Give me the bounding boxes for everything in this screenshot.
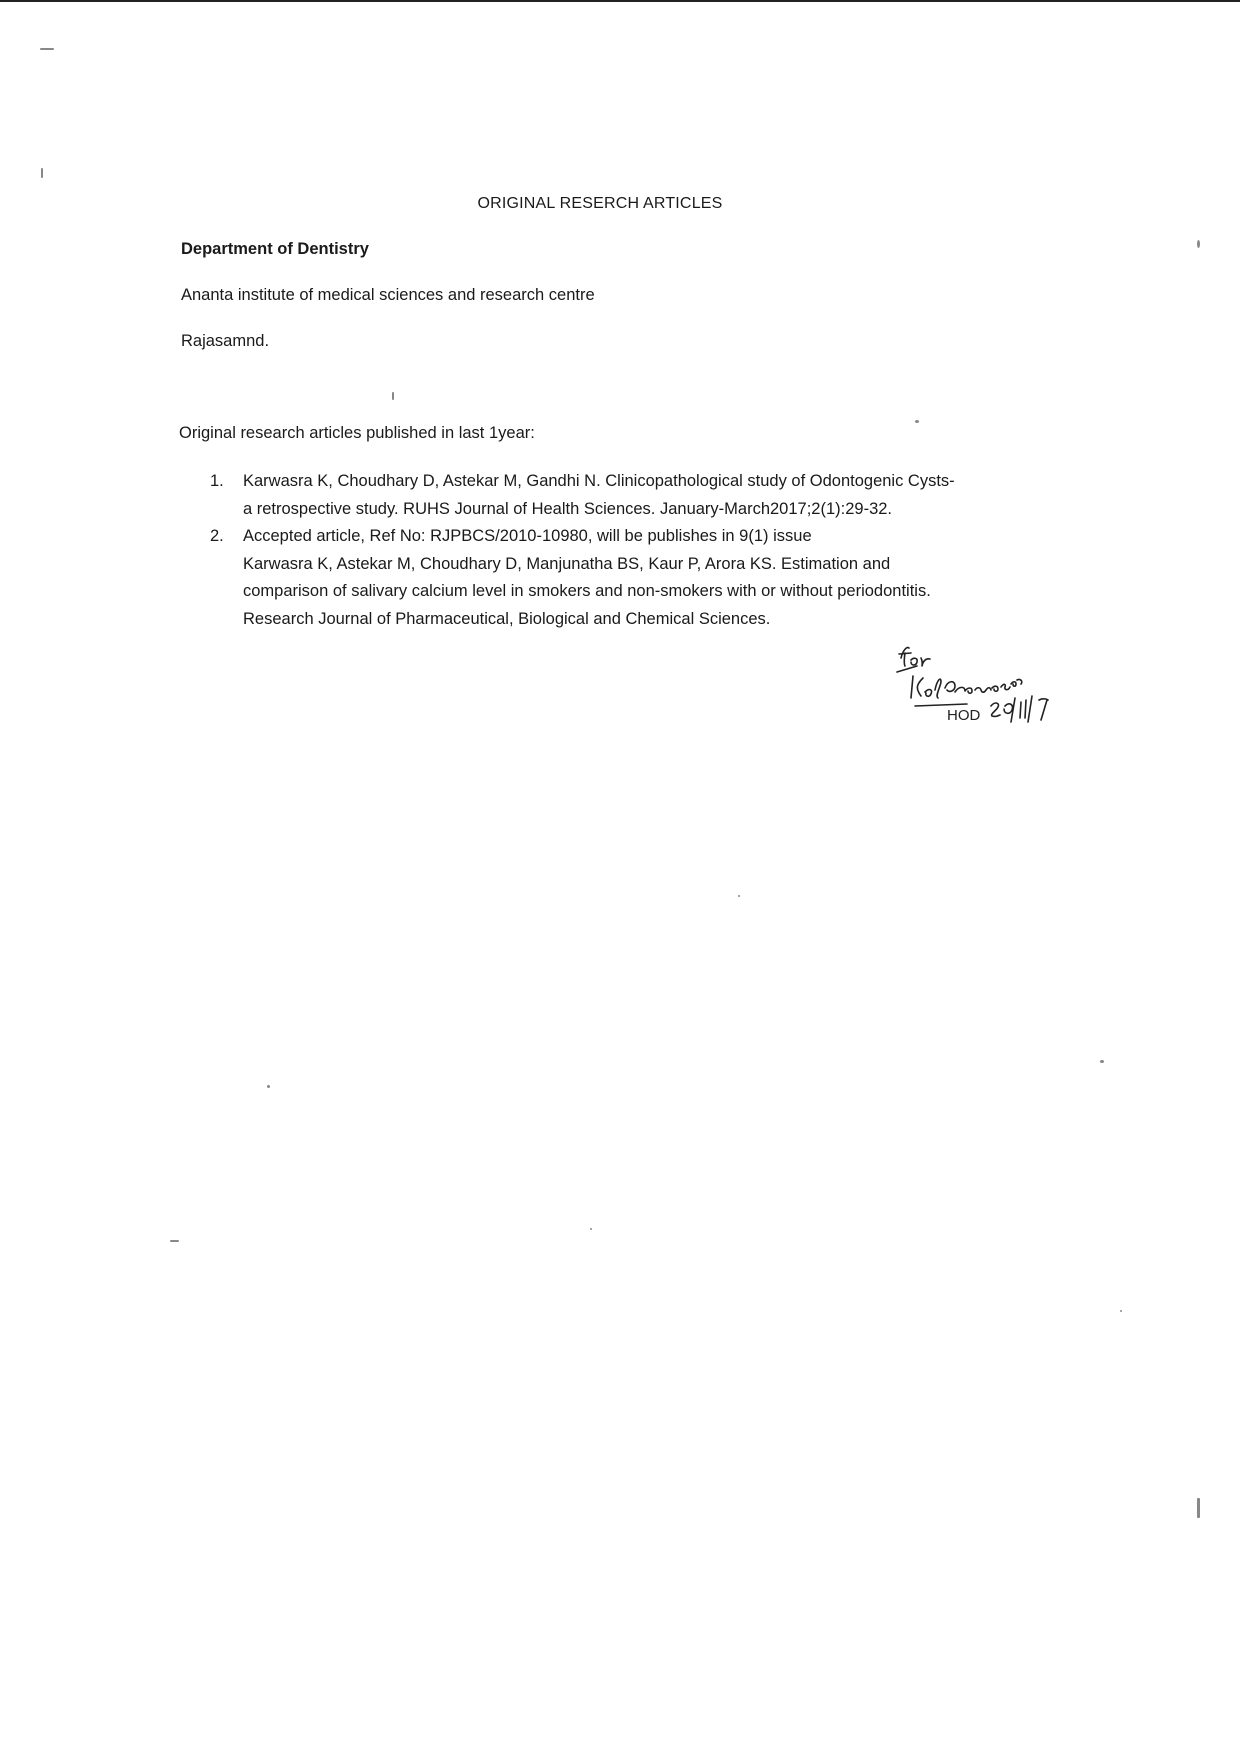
article-item <box>210 523 1040 633</box>
article-line: comparison of salivary calcium level in smokers and non-smokers with or without periodontitis. <box>243 582 931 600</box>
scan-speck <box>1120 1310 1122 1312</box>
signature-date <box>991 696 1048 722</box>
scan-speck <box>170 1240 179 1242</box>
scan-speck <box>267 1085 270 1088</box>
article-line: Research Journal of Pharmaceutical, Biological and Chemical Sciences. <box>243 609 771 628</box>
articles-intro: Original research articles published in last 1year: <box>179 424 535 442</box>
signature-prefix-underline <box>897 666 917 672</box>
signature-prefix-stroke <box>899 647 930 666</box>
scan-speck <box>1100 1060 1104 1063</box>
scan-speck <box>40 48 54 50</box>
scan-speck <box>392 392 394 400</box>
scan-speck <box>1197 240 1200 248</box>
article-line: Karwasra K, Astekar M, Choudhary D, Manjunatha BS, Kaur P, Arora KS. Estimation and <box>243 554 891 573</box>
city-name: Rajasamnd. <box>181 332 270 350</box>
department-heading: Department of Dentistry <box>181 240 369 258</box>
article-number: 2. <box>210 527 224 545</box>
article-line: a retrospective study. RUHS Journal of Health Sciences. January-March2017;2(1):29-32. <box>243 499 893 518</box>
scan-speck <box>738 895 740 897</box>
scan-speck <box>1197 1498 1200 1518</box>
signature-name-stroke <box>911 676 1022 698</box>
article-list <box>210 468 1040 633</box>
scan-speck <box>41 168 43 178</box>
scan-speck <box>590 1228 592 1230</box>
article-number: 1. <box>210 472 224 490</box>
scan-top-edge <box>0 0 1240 2</box>
scan-speck <box>915 420 919 423</box>
article-line: Karwasra K, Choudhary D, Astekar M, Gandhi N. Clinicopathological study of Odontogenic Cysts- <box>243 472 955 490</box>
article-item <box>210 468 1040 523</box>
article-line: Accepted article, Ref No: RJPBCS/2010-10980, will be publishes in 9(1) issue <box>243 527 812 545</box>
signature-role: HOD <box>947 707 981 724</box>
page-title: ORIGINAL RESERCH ARTICLES <box>477 195 723 212</box>
signature-underline <box>915 704 967 706</box>
institute-name: Ananta institute of medical sciences and research centre <box>181 286 595 304</box>
hod-signature <box>895 640 1095 740</box>
